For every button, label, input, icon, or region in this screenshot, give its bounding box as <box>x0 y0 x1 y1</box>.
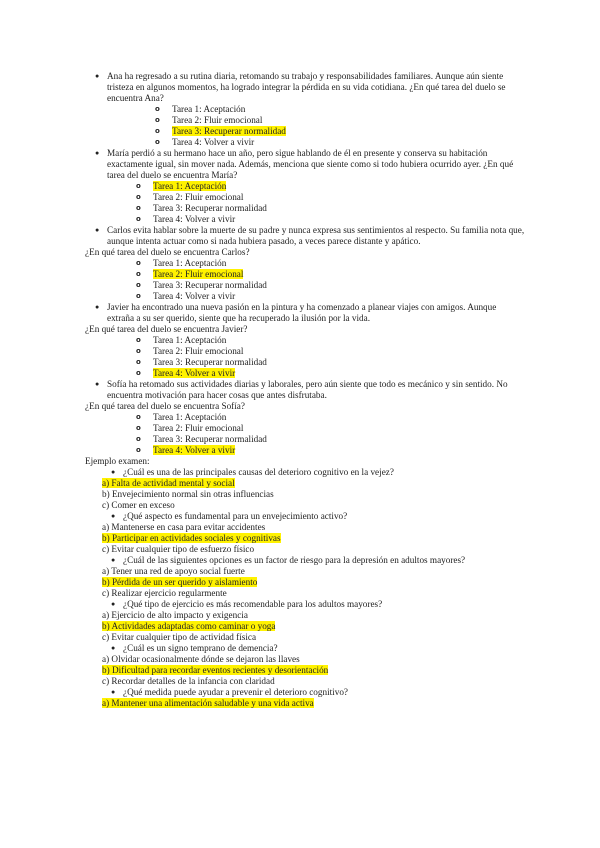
case-question: ¿En qué tarea del duelo se encuentra Sofía? <box>85 401 245 411</box>
exam-question <box>85 511 525 555</box>
exam-question-text: ¿Cuál de las siguientes opciones es un factor de riesgo para la depresión en adultos mayores? <box>123 555 466 565</box>
task-options <box>85 258 525 302</box>
exam-question <box>85 643 525 687</box>
circle-bullet-icon: o <box>136 182 141 190</box>
task-option <box>135 434 525 445</box>
exam-question-text: ¿Qué aspecto es fundamental para un envejecimiento activo? <box>123 511 348 521</box>
grief-case <box>85 225 525 302</box>
exam-answer <box>85 566 525 577</box>
task-option-label: Tarea 3: Recuperar normalidad <box>153 357 267 367</box>
task-option-label: Tarea 1: Aceptación <box>153 258 227 268</box>
exam-answer <box>85 500 525 511</box>
circle-bullet-icon: o <box>136 204 141 212</box>
task-option-label: Tarea 3: Recuperar normalidad <box>153 434 267 444</box>
exam-answer <box>85 654 525 665</box>
circle-bullet-icon: o <box>136 292 141 300</box>
case-paragraph <box>85 302 525 324</box>
task-option-label: Tarea 4: Volver a vivir <box>153 291 236 301</box>
task-option <box>135 346 525 357</box>
task-option <box>135 269 525 280</box>
task-options <box>85 335 525 379</box>
task-option <box>154 137 525 148</box>
task-option-label: Tarea 4: Volver a vivir <box>172 137 255 147</box>
task-options <box>85 412 525 456</box>
exam-question-line <box>85 511 525 522</box>
circle-bullet-icon: o <box>155 127 160 135</box>
task-option-label: Tarea 2: Fluir emocional <box>172 115 263 125</box>
exam-answer <box>85 522 525 533</box>
task-option-label: Tarea 2: Fluir emocional <box>153 269 244 279</box>
circle-bullet-icon: o <box>136 369 141 377</box>
task-option-label: Tarea 2: Fluir emocional <box>153 192 244 202</box>
case-question: ¿En qué tarea del duelo se encuentra Javier? <box>85 324 248 334</box>
circle-bullet-icon: o <box>155 138 160 146</box>
exam-answer-text: b) Dificultad para recordar eventos recientes y desorientación <box>102 665 329 675</box>
task-option-label: Tarea 1: Aceptación <box>153 412 227 422</box>
task-option-label: Tarea 3: Recuperar normalidad <box>172 126 286 136</box>
grief-case <box>85 71 525 148</box>
exam-answer <box>85 665 525 676</box>
circle-bullet-icon: o <box>136 446 141 454</box>
exam-answer-text: a) Mantenerse en casa para evitar accidentes <box>102 522 266 532</box>
task-option-label: Tarea 3: Recuperar normalidad <box>153 280 267 290</box>
task-option-label: Tarea 3: Recuperar normalidad <box>153 203 267 213</box>
exam-answer <box>85 676 525 687</box>
exam-answer-text: c) Evitar cualquier tipo de actividad física <box>102 632 257 642</box>
exam-answer-text: b) Participar en actividades sociales y cognitivas <box>102 533 281 543</box>
task-option-label: Tarea 2: Fluir emocional <box>153 346 244 356</box>
bullet-icon: ● <box>111 600 116 608</box>
task-option <box>135 214 525 225</box>
exam-answer <box>85 610 525 621</box>
task-option-label: Tarea 1: Aceptación <box>172 104 246 114</box>
bullet-icon: ● <box>111 468 116 476</box>
circle-bullet-icon: o <box>136 281 141 289</box>
exam-answer <box>85 478 525 489</box>
task-option <box>135 291 525 302</box>
circle-bullet-icon: o <box>136 358 141 366</box>
exam-answer-text: a) Olvidar ocasionalmente dónde se dejaron las llaves <box>102 654 300 664</box>
task-option-label: Tarea 4: Volver a vivir <box>153 214 236 224</box>
bullet-icon: ● <box>111 644 116 652</box>
task-option-label: Tarea 1: Aceptación <box>153 181 227 191</box>
task-option <box>135 280 525 291</box>
circle-bullet-icon: o <box>136 347 141 355</box>
task-options <box>85 181 525 225</box>
circle-bullet-icon: o <box>136 270 141 278</box>
exam-heading: Ejemplo examen: <box>85 456 150 466</box>
case-paragraph <box>85 148 525 181</box>
bullet-icon: ● <box>111 556 116 564</box>
exam-answer <box>85 632 525 643</box>
case-question: ¿En qué tarea del duelo se encuentra Carlos? <box>85 247 250 257</box>
exam-question-text: ¿Qué tipo de ejercicio es más recomendable para los adultos mayores? <box>123 599 383 609</box>
exam-answer-text: a) Tener una red de apoyo social fuerte <box>102 566 245 576</box>
exam-answer <box>85 621 525 632</box>
bullet-icon: ● <box>95 149 100 157</box>
task-option <box>154 115 525 126</box>
circle-bullet-icon: o <box>136 435 141 443</box>
exam-answer-text: b) Pérdida de un ser querido y aislamiento <box>102 577 258 587</box>
bullet-icon: ● <box>95 380 100 388</box>
bullet-icon: ● <box>95 226 100 234</box>
exam-question-line <box>85 599 525 610</box>
task-option <box>135 335 525 346</box>
exam-answer-text: c) Realizar ejercicio regularmente <box>102 588 227 598</box>
exam-answer <box>85 698 525 709</box>
task-option <box>135 203 525 214</box>
task-option <box>135 368 525 379</box>
bullet-icon: ● <box>111 512 116 520</box>
case-text: Javier ha encontrado una nueva pasión en la pintura y ha comenzado a planear viajes con amigos. Aunque extraña a su ser querido, siente que ha recuperado la ilusión por la vida. <box>107 302 497 323</box>
bullet-icon: ● <box>95 72 100 80</box>
case-text: Sofía ha retomado sus actividades diarias y laborales, pero aún siente que todo es mecánico y sin sentido. No encuentra motivación para hacer cosas que antes disfrutaba. <box>107 379 508 400</box>
exam-answer <box>85 544 525 555</box>
circle-bullet-icon: o <box>136 336 141 344</box>
circle-bullet-icon: o <box>136 215 141 223</box>
grief-case <box>85 379 525 456</box>
grief-case <box>85 148 525 225</box>
exam-answer <box>85 533 525 544</box>
exam-answer-text: b) Envejecimiento normal sin otras influencias <box>102 489 274 499</box>
task-option-label: Tarea 2: Fluir emocional <box>153 423 244 433</box>
circle-bullet-icon: o <box>136 193 141 201</box>
case-paragraph <box>85 225 525 247</box>
task-option-label: Tarea 1: Aceptación <box>153 335 227 345</box>
exam-answer-text: a) Falta de actividad mental y social <box>102 478 235 488</box>
task-option <box>135 412 525 423</box>
case-paragraph <box>85 71 525 104</box>
exam-answer <box>85 588 525 599</box>
exam-question-line <box>85 687 525 698</box>
exam-answer-text: c) Evitar cualquier tipo de esfuerzo físico <box>102 544 255 554</box>
task-option <box>135 357 525 368</box>
case-text: Ana ha regresado a su rutina diaria, retomando su trabajo y responsabilidades familiares. Aunque aún siente tristeza en algunos momentos, ha logrado integrar la pérdida en su vida cotidiana. ¿En qué tarea del duelo se encuentra Ana? <box>107 71 506 103</box>
exam-question <box>85 599 525 643</box>
exam-answer <box>85 577 525 588</box>
task-option-label: Tarea 4: Volver a vivir <box>153 445 236 455</box>
circle-bullet-icon: o <box>136 259 141 267</box>
exam-question-text: ¿Cuál es una de las principales causas del deterioro cognitivo en la vejez? <box>123 467 394 477</box>
circle-bullet-icon: o <box>155 105 160 113</box>
task-option <box>135 258 525 269</box>
exam-question-line <box>85 467 525 478</box>
exam-question-line <box>85 555 525 566</box>
task-option <box>135 181 525 192</box>
circle-bullet-icon: o <box>136 424 141 432</box>
task-option-label: Tarea 4: Volver a vivir <box>153 368 236 378</box>
exam-answer-text: c) Comer en exceso <box>102 500 175 510</box>
exam-answer <box>85 489 525 500</box>
task-option <box>135 192 525 203</box>
case-paragraph <box>85 379 525 401</box>
exam-question-line <box>85 643 525 654</box>
task-option <box>154 104 525 115</box>
exam-answer-text: b) Actividades adaptadas como caminar o yoga <box>102 621 276 631</box>
exam-answer-text: a) Ejercicio de alto impacto y exigencia <box>102 610 248 620</box>
circle-bullet-icon: o <box>155 116 160 124</box>
bullet-icon: ● <box>95 303 100 311</box>
exam-answer-text: a) Mantener una alimentación saludable y una vida activa <box>102 698 314 708</box>
grief-case <box>85 302 525 379</box>
exam-answer-text: c) Recordar detalles de la infancia con claridad <box>102 676 275 686</box>
circle-bullet-icon: o <box>136 413 141 421</box>
bullet-icon: ● <box>111 688 116 696</box>
case-text: María perdió a su hermano hace un año, pero sigue hablando de él en presente y conserva su habitación exactamente igual, sin mover nada. Además, menciona que siente como si todo hubiera ocurrido ayer. ¿En qué tarea del duelo se encuentra María? <box>107 148 514 180</box>
exam-question-text: ¿Qué medida puede ayudar a prevenir el deterioro cognitivo? <box>123 687 348 697</box>
task-option <box>135 445 525 456</box>
exam-question <box>85 467 525 511</box>
exam-question <box>85 687 525 709</box>
exam-question-text: ¿Cuál es un signo temprano de demencia? <box>123 643 278 653</box>
exam-question <box>85 555 525 599</box>
case-text: Carlos evita hablar sobre la muerte de su padre y nunca expresa sus sentimientos al respecto. Su familia nota que, aunque intenta actuar como si nada hubiera pasado, a veces parece distante y apático. <box>107 225 525 246</box>
task-option <box>135 423 525 434</box>
document-body <box>85 71 525 709</box>
task-options <box>85 104 525 148</box>
task-option <box>154 126 525 137</box>
